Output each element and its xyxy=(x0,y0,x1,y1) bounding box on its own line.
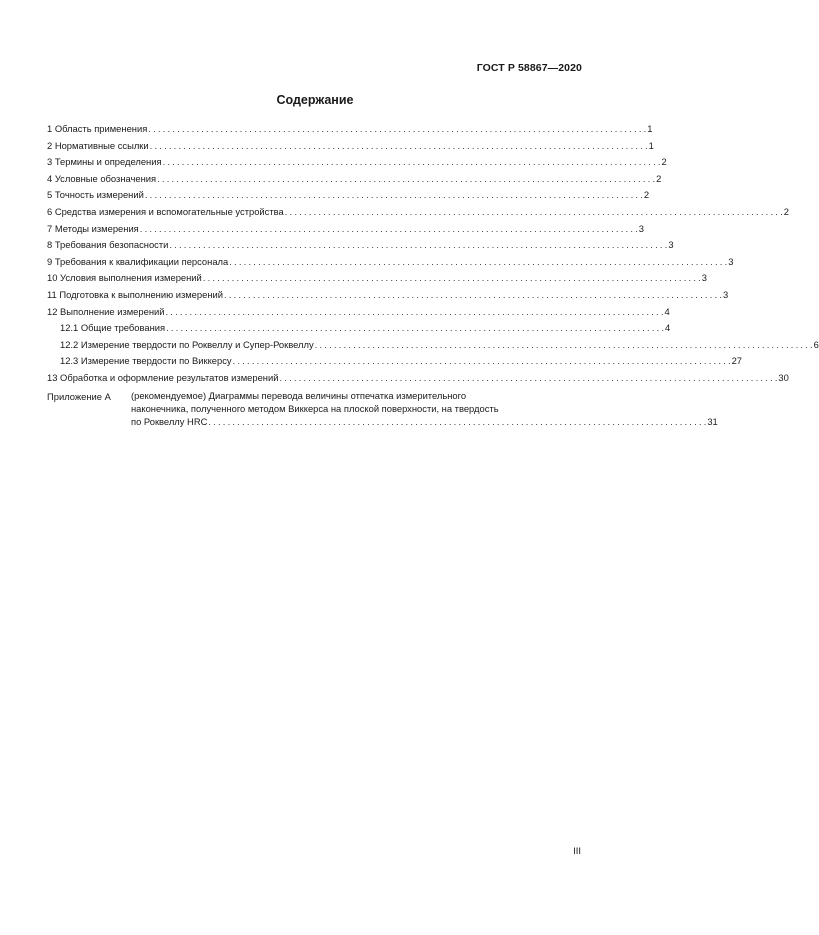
toc-entry-1[interactable] xyxy=(47,123,653,140)
toc-entry-page: 4 xyxy=(664,305,670,317)
appendix-line-3-row xyxy=(131,415,718,428)
appendix-line-2: наконечника, полученного методом Виккерса на плоской поверхности, на твердость xyxy=(131,402,499,414)
toc-entry-label: 1 Область применения xyxy=(47,123,148,134)
toc-entry-page: 2 xyxy=(643,189,650,201)
toc-entry-label: 6 Средства измерения и вспомогательные устройства xyxy=(47,205,284,217)
toc-entry-appendix-a[interactable] xyxy=(47,389,718,429)
toc-title: Содержание xyxy=(276,93,354,107)
dot-leader xyxy=(224,289,722,300)
toc-entry-page: 2 xyxy=(783,205,789,217)
toc-entry-6[interactable] xyxy=(47,205,789,223)
dot-leader xyxy=(145,189,643,200)
toc-entry-page: 3 xyxy=(728,255,734,267)
dot-leader xyxy=(169,239,667,250)
toc-entry-label: 12.1 Общие требования xyxy=(60,322,166,334)
toc-entry-page: 3 xyxy=(722,288,729,300)
toc-entry-page: 2 xyxy=(661,156,667,168)
toc-entry-label: 12.3 Измерение твердости по Виккерсу xyxy=(60,355,232,367)
toc-entry-label: 8 Требования безопасности xyxy=(47,239,169,251)
appendix-body xyxy=(131,389,718,429)
toc-entry-label: 12 Выполнение измерений xyxy=(47,305,165,317)
table-of-contents xyxy=(47,123,819,428)
toc-entry-11[interactable] xyxy=(47,288,729,306)
page-folio: III xyxy=(573,846,581,857)
toc-entry-12-3[interactable] xyxy=(47,355,742,372)
toc-entry-page: 27 xyxy=(731,355,742,367)
appendix-line-1: (рекомендуемое) Диаграммы перевода величины отпечатка измерительного xyxy=(131,389,467,401)
toc-entry-8[interactable] xyxy=(47,239,674,256)
dot-leader xyxy=(315,339,813,350)
toc-entry-13[interactable] xyxy=(47,371,789,389)
toc-entry-label: 5 Точность измерений xyxy=(47,189,144,201)
toc-entry-7[interactable] xyxy=(47,222,644,240)
toc-entry-label: 3 Термины и определения xyxy=(47,156,162,168)
dot-leader xyxy=(163,156,661,167)
toc-entry-label: 12.2 Измерение твердости по Роквеллу и Супер-Роквеллу xyxy=(60,338,314,350)
dot-leader xyxy=(203,272,701,283)
toc-entry-2[interactable] xyxy=(47,139,654,157)
toc-entry-page: 6 xyxy=(813,338,819,350)
toc-entry-3[interactable] xyxy=(47,156,667,173)
toc-entry-12-2[interactable] xyxy=(47,338,819,356)
toc-entry-10[interactable] xyxy=(47,272,707,289)
dot-leader xyxy=(166,322,664,333)
dot-leader xyxy=(150,140,648,151)
dot-leader xyxy=(165,306,663,317)
toc-entry-label: 11 Подготовка к выполнению измерений xyxy=(47,288,223,300)
toc-entry-4[interactable] xyxy=(47,172,662,190)
dot-leader xyxy=(233,355,731,366)
toc-entry-page: 30 xyxy=(778,371,789,383)
dot-leader xyxy=(148,123,646,134)
toc-entry-9[interactable] xyxy=(47,255,734,273)
appendix-head: Приложение А xyxy=(47,390,111,402)
toc-entry-label: 4 Условные обозначения xyxy=(47,172,157,184)
toc-entry-page: 1 xyxy=(647,123,653,134)
toc-entry-label: 9 Требования к квалификации персонала xyxy=(47,255,229,267)
toc-entry-page: 3 xyxy=(638,222,644,234)
dot-leader xyxy=(157,173,655,184)
appendix-line-3: по Роквеллу HRC xyxy=(131,415,208,427)
toc-entry-page: 3 xyxy=(701,272,707,284)
toc-entry-label: 2 Нормативные ссылки xyxy=(47,139,149,151)
dot-leader xyxy=(229,256,727,267)
toc-entry-label: 13 Обработка и оформление результатов измерений xyxy=(47,371,279,383)
dot-leader xyxy=(279,372,777,383)
toc-entry-label: 7 Методы измерения xyxy=(47,222,139,234)
dot-leader xyxy=(140,223,638,234)
standard-code: ГОСТ Р 58867—2020 xyxy=(476,62,582,74)
toc-entry-page: 1 xyxy=(648,139,654,151)
toc-entry-12[interactable] xyxy=(47,305,670,323)
toc-entry-page: 31 xyxy=(707,415,718,427)
toc-entry-label: 10 Условия выполнения измерений xyxy=(47,272,202,284)
toc-entry-12-1[interactable] xyxy=(47,322,671,339)
dot-leader xyxy=(285,206,783,217)
toc-entry-5[interactable] xyxy=(47,189,650,206)
toc-entry-page: 3 xyxy=(668,239,674,251)
toc-entry-page: 4 xyxy=(665,322,671,334)
dot-leader xyxy=(208,415,706,428)
toc-entry-page: 2 xyxy=(656,172,662,184)
